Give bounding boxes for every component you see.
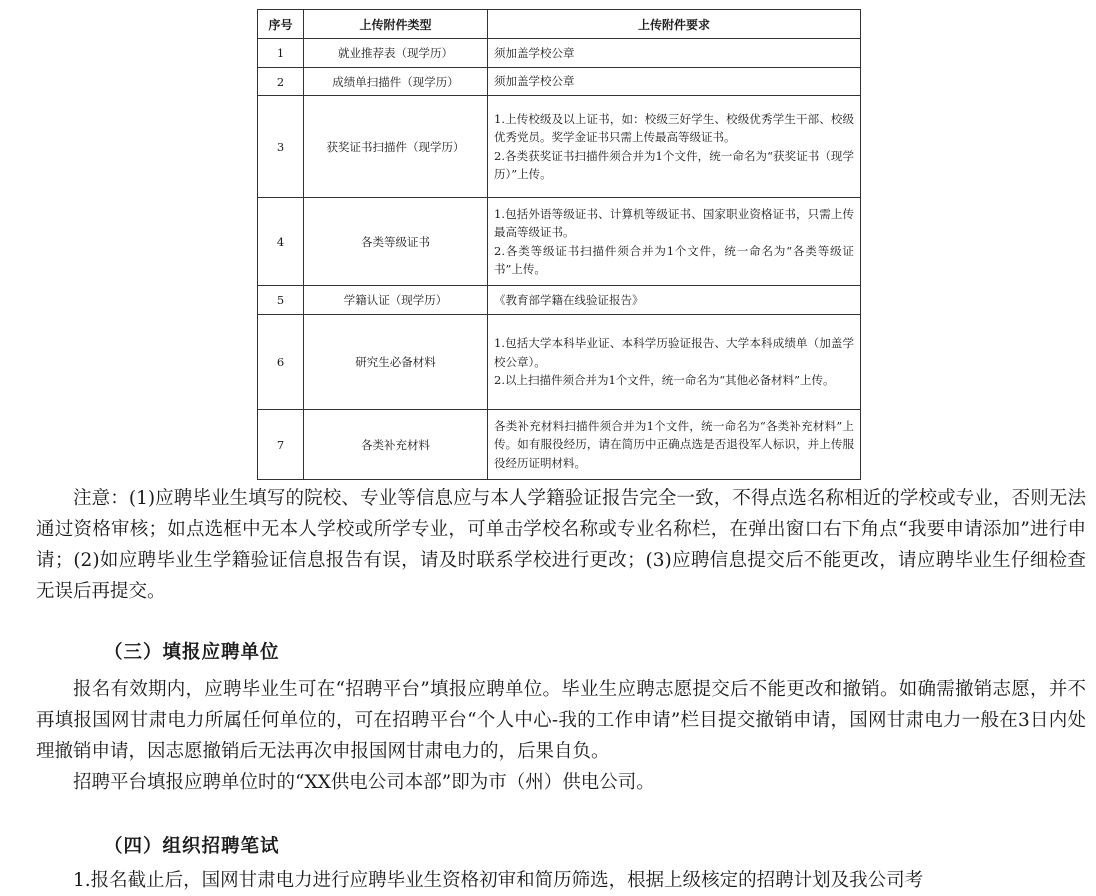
header-attachment-requirement: 上传附件要求 (488, 10, 861, 39)
row-type: 研究生必备材料 (304, 315, 488, 410)
table-header-row (258, 10, 861, 39)
note-paragraph: 注意：(1)应聘毕业生填写的院校、专业等信息应与本人学籍验证报告完全一致，不得点选名称相近的学校或专业，否则无法通过资格审核；如点选框中无本人学校或所学专业，可单击学校名称或专业名称栏，在弹出窗口右下角点“我要申请添加”进行申请；(2)如应聘毕业生学籍验证信息报告有误，请及时联系学校进行更改；(3)应聘信息提交后不能更改，请应聘毕业生仔细检查无误后再提交。 (36, 488, 1086, 602)
row-type: 学籍认证（现学历） (304, 286, 488, 315)
row-number: 3 (258, 96, 304, 198)
attachment-requirements-table (257, 9, 861, 480)
requirement-line: 2.以上扫描件须合并为1个文件，统一命名为“其他必备材料”上传。 (494, 373, 835, 388)
table-row (258, 198, 861, 286)
requirement-line: 《教育部学籍在线验证报告》 (494, 292, 644, 307)
row-number: 4 (258, 198, 304, 286)
row-type: 各类补充材料 (304, 410, 488, 480)
requirement-line: 1.包括外语等级证书、计算机等级证书、国家职业资格证书，只需上传最高等级证书。 (494, 206, 854, 239)
row-requirement (488, 198, 861, 286)
row-requirement (488, 286, 861, 315)
row-type: 各类等级证书 (304, 198, 488, 286)
row-number: 7 (258, 410, 304, 480)
table-row (258, 96, 861, 198)
row-requirement (488, 96, 861, 198)
section-3-paragraph: 招聘平台填报应聘单位时的“XX供电公司本部”即为市（州）供电公司。 (73, 772, 655, 793)
row-requirement (488, 68, 861, 96)
row-type: 获奖证书扫描件（现学历） (304, 96, 488, 198)
table-row (258, 410, 861, 480)
requirement-line: 各类补充材料扫描件须合并为1个文件，统一命名为“各类补充材料”上传。如有服役经历，请在简历中正确点选是否退役军人标识，并上传服役经历证明材料。 (494, 418, 854, 470)
section-3-paragraph: 报名有效期内，应聘毕业生可在“招聘平台”填报应聘单位。毕业生应聘志愿提交后不能更改和撤销。如确需撤销志愿，并不再填报国网甘肃电力所属任何单位的，可在招聘平台“个人中心-我的工作申请”栏目提交撤销申请，国网甘肃电力一般在3日内处理撤销申请，因志愿撤销后无法再次申报国网甘肃电力的，后果自负。 (36, 679, 1086, 762)
requirement-line: 1.包括大学本科毕业证、本科学历验证报告、大学本科成绩单（加盖学校公章）。 (494, 336, 854, 369)
requirement-line: 2.各类等级证书扫描件须合并为1个文件，统一命名为“各类等级证书”上传。 (494, 243, 854, 276)
row-type: 成绩单扫描件（现学历） (304, 68, 488, 96)
requirement-line: 1.上传校级及以上证书，如：校级三好学生、校级优秀学生干部、校级优秀党员。奖学金证书只需上传最高等级证书。 (494, 111, 854, 144)
row-requirement (488, 39, 861, 68)
header-seq: 序号 (258, 10, 304, 39)
row-type: 就业推荐表（现学历） (304, 39, 488, 68)
table-row (258, 315, 861, 410)
table-row (258, 286, 861, 315)
row-requirement (488, 315, 861, 410)
row-number: 1 (258, 39, 304, 68)
row-number: 5 (258, 286, 304, 315)
note-paragraph-block (36, 483, 1086, 607)
section-3-heading: （三）填报应聘单位 (104, 642, 280, 663)
section-4-paragraph: 1.报名截止后，国网甘肃电力进行应聘毕业生资格初审和简历筛选，根据上级核定的招聘计划及我公司考 (73, 870, 924, 891)
header-attachment-type: 上传附件类型 (304, 10, 488, 39)
table-row (258, 68, 861, 96)
row-requirement (488, 410, 861, 480)
requirement-line: 2.各类获奖证书扫描件须合并为1个文件，统一命名为“获奖证书（现学历）”上传。 (494, 148, 854, 181)
table-row (258, 39, 861, 68)
requirement-line: 须加盖学校公章 (494, 74, 575, 89)
section-4-body (36, 865, 1086, 896)
section-3-body (36, 674, 1086, 798)
row-number: 6 (258, 315, 304, 410)
requirement-line: 须加盖学校公章 (494, 45, 575, 60)
section-4-heading: （四）组织招聘笔试 (104, 836, 280, 857)
row-number: 2 (258, 68, 304, 96)
